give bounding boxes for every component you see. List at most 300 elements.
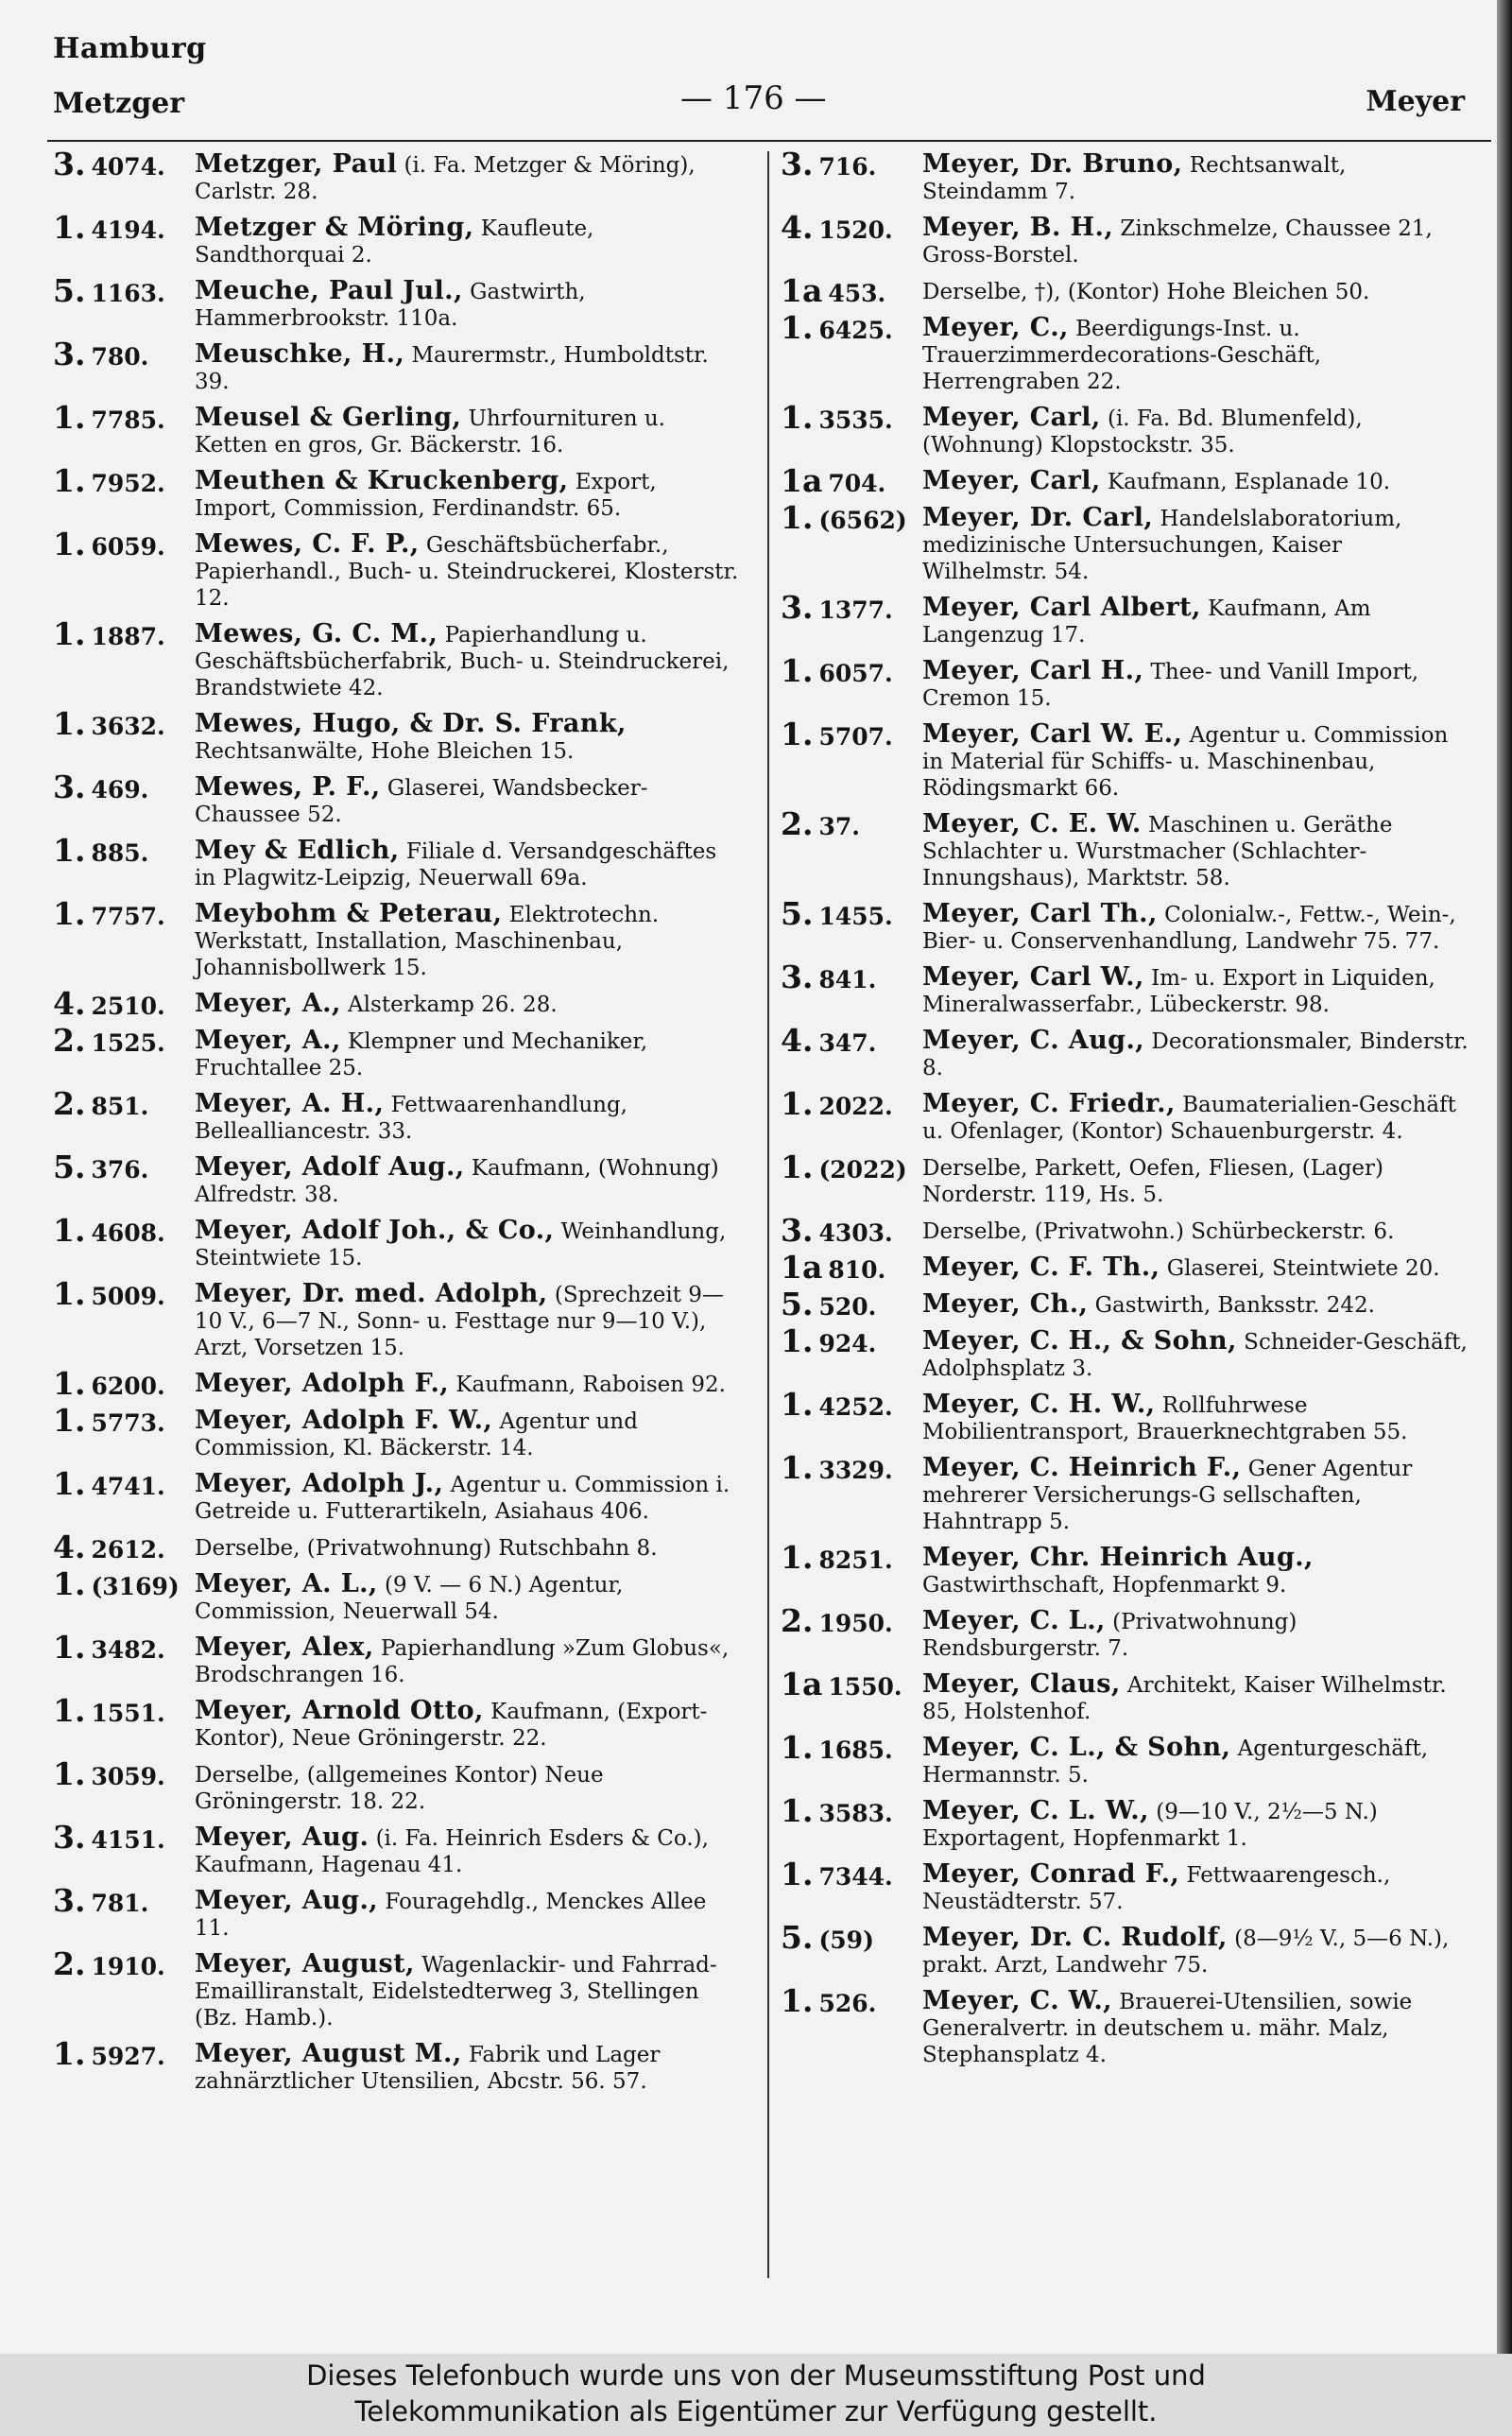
phone-number [781,1919,874,1956]
line-number: 5707. [818,723,893,751]
directory-entry [781,1539,1470,1598]
directory-entry [781,499,1470,585]
exchange-class: 1. [53,705,86,742]
directory-entry [53,1629,743,1688]
entry-name: Meyer, August M., [195,2039,462,2068]
exchange-class: 1. [53,526,86,562]
entry-details: Weinhandlung, Steintwiete 15. [195,1219,727,1270]
exchange-class: 1. [781,1982,814,2019]
right-column [781,146,1470,2078]
phone-number [53,1149,149,1185]
line-number: 1377. [818,596,893,624]
exchange-class: 1. [781,499,814,536]
entry-details: (i. Fa. Metzger & Möring), Carlstr. 28. [195,153,696,204]
entry-details: Filiale d. Versandgeschäftes in Plagwitz-Leipzig, Neuerwall 69a. [195,839,717,890]
line-number: 7757. [91,903,165,930]
phone-number [53,615,165,652]
line-number: 347. [818,1029,877,1057]
entry-name: Mewes, P. F., [195,772,381,802]
entry-name: Meyer, Aug. [195,1823,369,1852]
exchange-class: 4. [53,1529,86,1565]
exchange-class: 1. [53,1692,86,1729]
directory-entry [781,1322,1470,1382]
directory-entry [781,1286,1470,1322]
phone-number [781,209,893,246]
entry-details: Papierhandlung u. Geschäftsbücherfabrik, Buch- u. Steindruckerei, Brandstwiete 42. [195,623,730,700]
line-number: (2022) [818,1156,907,1183]
phone-number [53,985,165,1022]
entry-name: Meusel & Gerling, [195,403,462,432]
line-number: 810. [828,1256,886,1284]
directory-entry [53,832,743,891]
exchange-class: 3. [53,769,86,805]
header-left-keyword: Metzger [53,87,185,120]
directory-entry [53,1565,743,1625]
line-number: 851. [91,1093,149,1120]
directory-entry [53,1882,743,1942]
line-number: 7952. [91,470,165,497]
phone-number [781,895,893,932]
footer-line-2: Telekommunikation als Eigentümer zur Verfügung gestellt. [354,2395,1158,2427]
exchange-class: 1. [53,2035,86,2072]
entry-details: Im- u. Export in Liquiden, Mineralwasserfabr., Lübeckerstr. 98. [922,966,1435,1017]
phone-number [53,1402,165,1439]
phone-number [781,1539,893,1576]
entry-details: Glaserei, Wandsbecker-Chaussee 52. [195,776,648,827]
phone-number [53,832,149,869]
directory-entry [781,1666,1470,1725]
entry-name: Meyer, Carl Albert, [922,593,1201,622]
directory-entry [781,1729,1470,1788]
exchange-class: 5. [781,1286,814,1322]
line-number: 2510. [91,993,165,1020]
directory-entry [781,1022,1470,1081]
phone-number [781,1856,893,1892]
directory-entry [781,462,1470,499]
entry-name: Meybohm & Peterau, [195,899,503,928]
entry-name: Meuschke, H., [195,339,405,369]
line-number: 6057. [818,660,893,687]
directory-entry [781,652,1470,712]
exchange-class: 1. [53,1465,86,1502]
exchange-class: 1. [781,399,814,436]
entry-details: Derselbe, (Privatwohnung) Rutschbahn 8. [195,1536,658,1561]
exchange-class: 4. [781,1022,814,1059]
line-number: 1887. [91,623,165,650]
entry-name: Meyer, Dr. Bruno, [922,149,1183,179]
exchange-class: 1. [781,1149,814,1185]
entry-name: Meuthen & Kruckenberg, [195,466,569,495]
directory-entry [781,895,1470,955]
exchange-class: 1. [53,462,86,499]
phone-number [53,146,165,182]
entry-details: Gastwirth, Hammerbrookstr. 110a. [195,280,586,331]
phone-number [781,399,893,436]
directory-entry [53,209,743,268]
entry-name: Meyer, C. L., [922,1606,1106,1635]
phone-number [781,1149,907,1185]
entry-name: Meyer, C. L. W., [922,1796,1149,1825]
entry-details: Wagenlackir- und Fahrrad-Emailliranstalt, Eidelstedterweg 3, Stellingen (Bz. Hamb.). [195,1953,717,2030]
directory-entry [53,985,743,1022]
entry-name: Meyer, Conrad F., [922,1859,1180,1889]
entry-details: Glaserei, Steintwiete 20. [1160,1256,1440,1281]
phone-number [53,1465,165,1502]
phone-number [53,1365,165,1402]
line-number: 5773. [91,1409,165,1437]
entry-name: Meyer, Dr. C. Rudolf, [922,1923,1228,1952]
phone-number [53,1692,165,1729]
exchange-class: 1. [53,1565,86,1602]
exchange-class: 1. [781,1386,814,1423]
entry-details: (i. Fa. Bd. Blumenfeld), (Wohnung) Klopstockstr. 35. [922,406,1363,458]
directory-entry [781,1792,1470,1852]
entry-details: (8—9½ V., 5—6 N.), prakt. Arzt, Landwehr 75. [922,1926,1450,1978]
phone-number [53,1529,165,1565]
directory-entry [53,1692,743,1752]
line-number: 6059. [91,533,165,561]
line-number: 469. [91,776,149,803]
line-number: 5009. [91,1283,165,1310]
exchange-class: 1. [781,652,814,689]
directory-entry [781,1386,1470,1445]
entry-details: Agenturgeschäft, Hermannstr. 5. [922,1736,1429,1788]
directory-entry [53,1149,743,1208]
entry-details: Handelslaboratorium, medizinische Untersuchungen, Kaiser Wilhelmstr. 54. [922,507,1402,584]
entry-name: Meyer, B. H., [922,213,1114,242]
directory-entry [781,1982,1470,2068]
line-number: 885. [91,839,149,867]
entry-details: Export, Import, Commission, Ferdinandstr. 65. [195,470,657,521]
entry-details: Elektrotechn. Werkstatt, Installation, Maschinenbau, Johannisbollwerk 15. [195,903,660,980]
entry-details: (9 V. — 6 N.) Agentur, Commission, Neuerwall 54. [195,1573,624,1624]
directory-entry [781,146,1470,205]
entry-name: Meyer, Carl, [922,466,1101,495]
line-number: 7785. [91,406,165,434]
entry-details: Rollfuhrwese Mobilientransport, Brauerknechtgraben 55. [922,1393,1408,1444]
directory-entry [53,1755,743,1815]
phone-number [781,1249,886,1286]
entry-details: Colonialw.-, Fettw.-, Wein-, Bier- u. Conservenhandlung, Landwehr 75. 77. [922,903,1456,954]
directory-entry [781,309,1470,395]
line-number: 4074. [91,153,165,181]
directory-entry [53,2035,743,2095]
phone-number [781,1792,893,1829]
directory-entry [53,1365,743,1402]
footer-notice [0,2354,1512,2436]
entry-details: Baumaterialien-Geschäft u. Ofenlager, (Kontor) Schauenburgerstr. 4. [922,1093,1456,1144]
phone-number [781,1449,893,1486]
entry-details: Agentur und Commission, Kl. Bäckerstr. 14. [195,1409,638,1460]
entry-name: Meyer, A. L., [195,1569,378,1598]
line-number: 4194. [91,216,165,244]
phone-number [53,705,165,742]
directory-entry [53,526,743,612]
phone-number [53,336,149,372]
phone-number [53,895,165,932]
line-number: (59) [818,1926,874,1954]
entry-details: Kaufmann, (Wohnung) Alfredstr. 38. [195,1156,719,1207]
left-column [53,146,743,2104]
exchange-class: 3. [781,959,814,995]
exchange-class: 1a [781,272,823,309]
directory-entry [53,399,743,458]
directory-entry [53,615,743,701]
entry-name: Meyer, Carl H., [922,656,1144,685]
exchange-class: 1. [53,1365,86,1402]
phone-number [781,146,877,182]
exchange-class: 1. [53,1755,86,1792]
directory-entry [781,1149,1470,1208]
line-number: 526. [818,1990,877,2017]
footer-line-1: Dieses Telefonbuch wurde uns von der Museumsstiftung Post und [306,2359,1206,2392]
entry-name: Meyer, Carl, [922,403,1101,432]
entry-details: Kaufmann, Am Langenzug 17. [922,596,1371,648]
line-number: 7344. [818,1863,893,1891]
directory-entry [53,1945,743,2031]
line-number: 781. [91,1890,149,1917]
phone-number [781,959,877,995]
directory-entry [53,1529,743,1565]
line-number: 1685. [818,1736,893,1764]
entry-name: Meyer, Carl W., [922,962,1144,992]
exchange-class: 1a [781,1249,823,1286]
exchange-class: 3. [53,146,86,182]
directory-entry [53,1465,743,1525]
exchange-class: 2. [781,1602,814,1639]
line-number: 4741. [91,1473,165,1500]
directory-entry [781,589,1470,648]
exchange-class: 5. [53,1149,86,1185]
entry-details: Agentur u. Commission in Material für Schiffs- u. Maschinenbau, Rödingsmarkt 66. [922,723,1449,801]
page-edge-shadow [1497,0,1512,2354]
entry-details: Kaufmann, Raboisen 92. [449,1373,726,1397]
entry-name: Meyer, August, [195,1949,415,1978]
exchange-class: 1. [53,209,86,246]
phone-number [53,209,165,246]
directory-entry [781,1919,1470,1978]
directory-entry [53,1085,743,1145]
entry-name: Meyer, Adolph J., [195,1469,444,1498]
line-number: 376. [91,1156,149,1183]
entry-name: Meyer, C. Aug., [922,1026,1145,1055]
exchange-class: 5. [53,272,86,309]
phone-number [53,1275,165,1312]
line-number: 1910. [91,1953,165,1980]
line-number: 8251. [818,1546,893,1574]
exchange-class: 1. [53,1212,86,1249]
phone-number [53,1945,165,1982]
phone-number [781,716,893,752]
line-number: 3583. [818,1800,893,1827]
entry-details: Derselbe, Parkett, Oefen, Fliesen, (Lager) Norderstr. 119, Hs. 5. [922,1156,1383,1207]
line-number: 3632. [91,713,165,740]
entry-details: Kaufmann, (Export-Kontor), Neue Gröningerstr. 22. [195,1700,708,1751]
exchange-class: 1. [53,1275,86,1312]
entry-name: Meyer, C. F. Th., [922,1253,1160,1282]
entry-details: (Sprechzeit 9—10 V., 6—7 N., Sonn- u. Festtage nur 9—10 V.), Arzt, Vorsetzen 15. [195,1283,724,1360]
exchange-class: 1. [781,1792,814,1829]
directory-entry [53,705,743,765]
entry-name: Meyer, Claus, [922,1669,1121,1699]
entry-details: Architekt, Kaiser Wilhelmstr. 85, Holstenhof. [922,1673,1447,1724]
phone-number [53,1882,149,1919]
phone-number [781,309,893,346]
phone-number [781,1729,893,1766]
exchange-class: 1. [781,1085,814,1122]
phone-number [781,1212,893,1249]
entry-details: Decorationsmaler, Binderstr. 8. [922,1029,1469,1080]
entry-name: Meyer, A., [195,989,341,1018]
line-number: 3059. [91,1763,165,1790]
directory-entry [781,399,1470,458]
phone-number [781,1386,893,1423]
entry-details: Maurermstr., Humboldtstr. 39. [195,343,709,394]
entry-name: Meyer, C. Friedr., [922,1089,1176,1118]
entry-details: Gastwirthschaft, Hopfenmarkt 9. [922,1573,1287,1598]
line-number: 2612. [91,1536,165,1564]
directory-entry [53,1022,743,1081]
entry-name: Meyer, A. H., [195,1089,385,1118]
directory-entry [53,272,743,332]
line-number: 924. [818,1330,877,1357]
line-number: 780. [91,343,149,371]
exchange-class: 1. [781,716,814,752]
line-number: 2022. [818,1093,893,1120]
phone-number [53,2035,165,2072]
directory-entry [781,1856,1470,1915]
entry-name: Meyer, Carl Th., [922,899,1158,928]
directory-entry [781,1602,1470,1662]
entry-name: Meyer, C., [922,313,1069,342]
header-city: Hamburg [53,32,207,65]
exchange-class: 1a [781,462,823,499]
entry-details: (9—10 V., 2½—5 N.) Exportagent, Hopfenmarkt 1. [922,1800,1378,1851]
phone-number [781,589,893,626]
line-number: 1455. [818,903,893,930]
phone-number [781,1322,877,1359]
entry-name: Meyer, Dr. Carl, [922,503,1154,532]
page-number: — 176 — [680,79,827,117]
entry-name: Meyer, A., [195,1026,341,1055]
exchange-class: 1. [781,1856,814,1892]
line-number: 1950. [818,1610,893,1637]
directory-entry [781,272,1470,309]
line-number: 716. [818,153,877,181]
phone-number [781,1085,893,1122]
directory-entry [781,1085,1470,1145]
entry-name: Metzger & Möring, [195,213,474,242]
exchange-class: 5. [781,1919,814,1956]
directory-entry [53,895,743,981]
entry-details: Fettwaarenhandlung, Bellealliancestr. 33. [195,1093,627,1144]
phone-number [53,1755,165,1792]
phone-number [781,1666,902,1702]
entry-details: Agentur u. Commission i. Getreide u. Futterartikeln, Asiahaus 406. [195,1473,730,1524]
phone-number [781,272,886,309]
entry-details: Maschinen u. Geräthe Schlachter u. Wurstmacher (Schlachter-Innungshaus), Marktstr. 58. [922,813,1393,890]
line-number: 4303. [818,1219,893,1247]
entry-name: Meyer, Dr. med. Adolph, [195,1279,548,1308]
entry-name: Meyer, Arnold Otto, [195,1696,484,1725]
column-divider [767,151,769,2278]
entry-name: Meyer, Adolf Aug., [195,1152,465,1182]
directory-entry [53,769,743,828]
line-number: 5927. [91,2043,165,2070]
directory-entry [53,336,743,395]
line-number: 4608. [91,1219,165,1247]
exchange-class: 1. [53,615,86,652]
line-number: 3482. [91,1636,165,1664]
entry-details: (i. Fa. Heinrich Esders & Co.), Kaufmann, Hagenau 41. [195,1826,709,1877]
phone-number [53,399,165,436]
entry-details: (Privatwohnung) Rendsburgerstr. 7. [922,1610,1297,1661]
exchange-class: 1. [53,1402,86,1439]
exchange-class: 1. [781,1449,814,1486]
line-number: 4252. [818,1393,893,1421]
entry-name: Meyer, Ch., [922,1289,1089,1319]
directory-entry [53,1819,743,1878]
header-rule [47,140,1491,142]
exchange-class: 3. [781,146,814,182]
line-number: 453. [828,280,886,307]
entry-name: Meyer, Adolf Joh., & Co., [195,1216,555,1245]
line-number: 6425. [818,317,893,344]
entry-details: Derselbe, (Privatwohn.) Schürbeckerstr. 6. [922,1219,1395,1244]
directory-entry [53,1212,743,1271]
entry-name: Metzger, Paul [195,149,398,179]
exchange-class: 3. [53,336,86,372]
exchange-class: 3. [781,589,814,626]
exchange-class: 3. [53,1819,86,1856]
exchange-class: 1. [53,399,86,436]
entry-details: Uhrfournituren u. Ketten en gros, Gr. Bäckerstr. 16. [195,406,665,458]
exchange-class: 2. [53,1945,86,1982]
entry-name: Meyer, C. Heinrich F., [922,1453,1242,1482]
entry-name: Meyer, C. H. W., [922,1390,1156,1419]
entry-name: Mey & Edlich, [195,836,400,865]
directory-entry [781,716,1470,802]
phone-number [781,499,907,536]
phone-number [781,1982,877,2019]
exchange-class: 2. [53,1085,86,1122]
entry-details: Zinkschmelze, Chaussee 21, Gross-Borstel. [922,216,1433,268]
exchange-class: 1. [53,895,86,932]
line-number: 704. [828,470,886,497]
exchange-class: 1. [53,832,86,869]
exchange-class: 2. [53,1022,86,1059]
entry-details: Beerdigungs-Inst. u. Trauerzimmerdecorations-Geschäft, Herrengraben 22. [922,317,1322,394]
entry-details: Fettwaarengesch., Neustädterstr. 57. [922,1863,1391,1914]
exchange-class: 4. [781,209,814,246]
phone-number [53,462,165,499]
entry-name: Meyer, C. H., & Sohn, [922,1326,1237,1356]
phone-number [53,1565,180,1602]
entry-name: Meyer, Adolph F., [195,1369,450,1398]
entry-details: Derselbe, †), (Kontor) Hohe Bleichen 50. [922,280,1370,304]
entry-name: Meyer, Adolph F. W., [195,1406,493,1435]
directory-entry [53,146,743,205]
line-number: (3169) [91,1573,180,1600]
line-number: 37. [818,813,860,840]
line-number: 1525. [91,1029,165,1057]
entry-details: Kaufleute, Sandthorquai 2. [195,216,594,268]
line-number: 3535. [818,406,893,434]
entry-details: Kaufmann, Esplanade 10. [1100,470,1391,494]
entry-name: Meuche, Paul Jul., [195,276,463,305]
phone-number [53,272,165,309]
directory-entry [781,805,1470,891]
